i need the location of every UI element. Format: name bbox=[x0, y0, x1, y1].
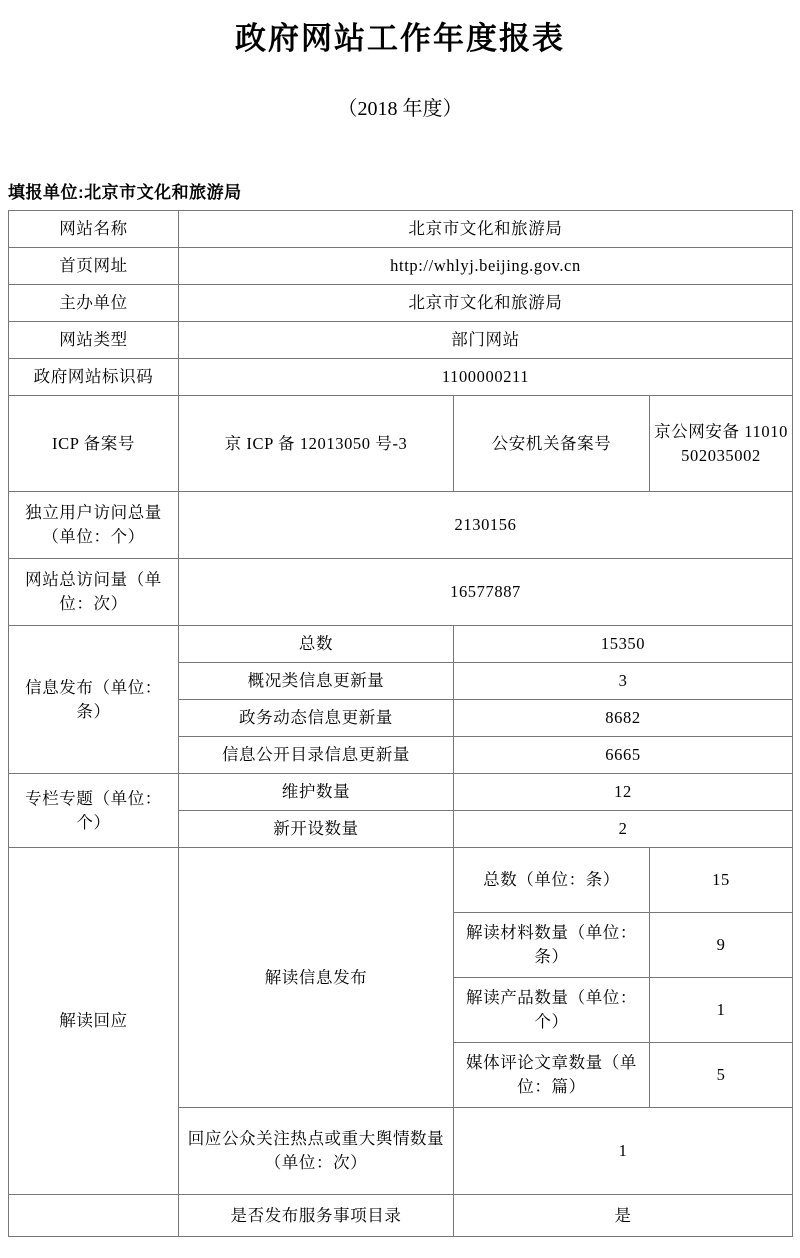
label-total-visits: 网站总访问量（单位：次） bbox=[9, 559, 179, 626]
table-row-homepage-url bbox=[9, 248, 793, 285]
label-host-unit: 主办单位 bbox=[9, 285, 179, 322]
label-service-catalog-section bbox=[9, 1195, 179, 1237]
label-info-publish-item-0: 总数 bbox=[179, 626, 454, 663]
label-site-name: 网站名称 bbox=[9, 211, 179, 248]
filer-unit-label: 填报单位:北京市文化和旅游局 bbox=[8, 182, 242, 202]
value-columns-topics-item-0: 12 bbox=[454, 774, 793, 811]
value-host-unit: 北京市文化和旅游局 bbox=[179, 285, 793, 322]
label-unique-visitors: 独立用户访问总量（单位：个） bbox=[9, 492, 179, 559]
label-info-publish-item-3: 信息公开目录信息更新量 bbox=[179, 737, 454, 774]
label-columns-topics-item-0: 维护数量 bbox=[179, 774, 454, 811]
value-interpretation-item-0: 15 bbox=[650, 848, 793, 913]
label-interpretation-publish: 解读信息发布 bbox=[179, 848, 454, 1108]
label-homepage-url: 首页网址 bbox=[9, 248, 179, 285]
table-row-site-type bbox=[9, 322, 793, 359]
label-columns-topics: 专栏专题（单位：个） bbox=[9, 774, 179, 848]
annual-report-table bbox=[8, 210, 793, 1237]
label-interpretation-item-1: 解读材料数量（单位：条） bbox=[454, 913, 650, 978]
label-info-publish-item-1: 概况类信息更新量 bbox=[179, 663, 454, 700]
label-info-publish: 信息发布（单位：条） bbox=[9, 626, 179, 774]
value-police-filing: 京公网安备 11010502035002 bbox=[650, 396, 793, 492]
table-row-interpretation-total bbox=[9, 848, 793, 913]
table-row-unique-visitors bbox=[9, 492, 793, 559]
label-site-id-code: 政府网站标识码 bbox=[9, 359, 179, 396]
label-hotspot-response: 回应公众关注热点或重大舆情数量（单位：次） bbox=[179, 1108, 454, 1195]
value-columns-topics-item-1: 2 bbox=[454, 811, 793, 848]
label-site-type: 网站类型 bbox=[9, 322, 179, 359]
value-total-visits: 16577887 bbox=[179, 559, 793, 626]
value-info-publish-item-2: 8682 bbox=[454, 700, 793, 737]
label-interpretation-item-3: 媒体评论文章数量（单位：篇） bbox=[454, 1043, 650, 1108]
table-row-site-id-code bbox=[9, 359, 793, 396]
table-row-host-unit bbox=[9, 285, 793, 322]
label-interpretation-item-0: 总数（单位：条） bbox=[454, 848, 650, 913]
value-info-publish-item-1: 3 bbox=[454, 663, 793, 700]
value-interpretation-item-2: 1 bbox=[650, 978, 793, 1043]
value-info-publish-item-3: 6665 bbox=[454, 737, 793, 774]
table-row-columns-maintained bbox=[9, 774, 793, 811]
value-unique-visitors: 2130156 bbox=[179, 492, 793, 559]
label-service-catalog: 是否发布服务事项目录 bbox=[179, 1195, 454, 1237]
table-row-icp bbox=[9, 396, 793, 492]
value-site-name: 北京市文化和旅游局 bbox=[179, 211, 793, 248]
label-police-filing: 公安机关备案号 bbox=[454, 396, 650, 492]
value-info-publish-item-0: 15350 bbox=[454, 626, 793, 663]
table-row-info-publish-total bbox=[9, 626, 793, 663]
label-interpretation-item-2: 解读产品数量（单位：个） bbox=[454, 978, 650, 1043]
label-interpretation-response: 解读回应 bbox=[9, 848, 179, 1195]
value-homepage-url: http://whlyj.beijing.gov.cn bbox=[179, 248, 793, 285]
value-interpretation-item-1: 9 bbox=[650, 913, 793, 978]
value-service-catalog: 是 bbox=[454, 1195, 793, 1237]
value-hotspot-response: 1 bbox=[454, 1108, 793, 1195]
value-site-type: 部门网站 bbox=[179, 322, 793, 359]
table-row-site-name bbox=[9, 211, 793, 248]
page-subtitle: （2018 年度） bbox=[337, 97, 463, 120]
page-title: 政府网站工作年度报表 bbox=[235, 21, 565, 56]
table-row-total-visits bbox=[9, 559, 793, 626]
label-icp: ICP 备案号 bbox=[9, 396, 179, 492]
label-info-publish-item-2: 政务动态信息更新量 bbox=[179, 700, 454, 737]
label-columns-topics-item-1: 新开设数量 bbox=[179, 811, 454, 848]
value-site-id-code: 1100000211 bbox=[179, 359, 793, 396]
table-row-service-catalog bbox=[9, 1195, 793, 1237]
value-icp: 京 ICP 备 12013050 号-3 bbox=[179, 396, 454, 492]
value-interpretation-item-3: 5 bbox=[650, 1043, 793, 1108]
